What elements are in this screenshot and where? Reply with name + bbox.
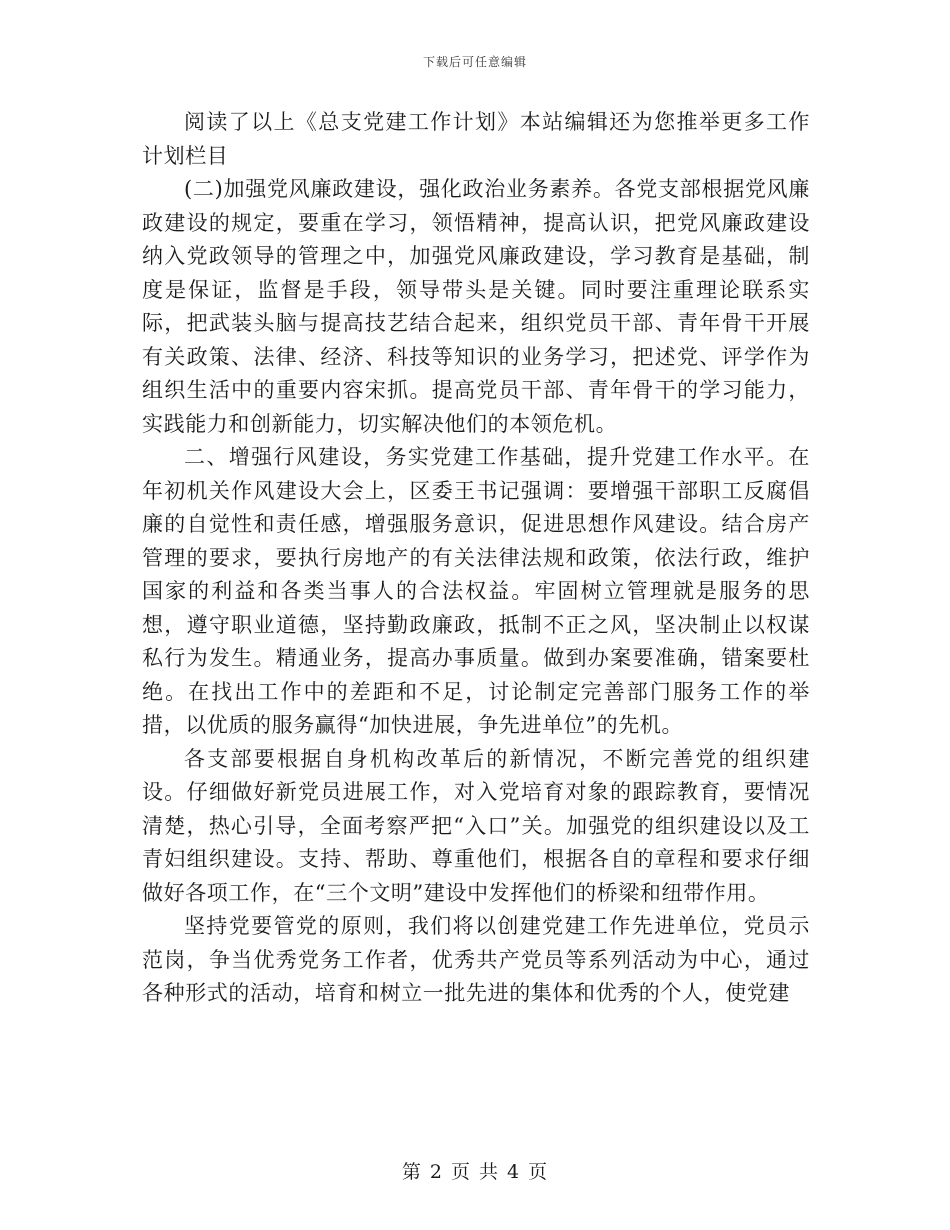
footer-page-word: 页 (450, 1161, 471, 1183)
document-body (142, 106, 810, 1011)
footer-total-pages: 4 (507, 1161, 521, 1183)
footer-total-word: 共 (479, 1161, 500, 1183)
paragraph-4: 各支部要根据自身机构改革后的新情况，不断完善党的组织建设。仔细做好新党员进展工作，对入党培育对象的跟踪教育，要情况清楚，热心引导，全面考察严把“入口”关。加强党的组织建设以及工青妇组织建设。支持、帮助、尊重他们，根据各自的章程和要求仔细做好各项工作，在“三个文明”建设中发挥他们的桥梁和纽带作用。 (142, 746, 810, 905)
paragraph-5: 坚持党要管党的原则，我们将以创建党建工作先进单位，党员示范岗，争当优秀党务工作者，优秀共产党员等系列活动为中心，通过各种形式的活动，培育和树立一批先进的集体和优秀的个人，使党建 (142, 914, 810, 1005)
footer-suffix: 页 (528, 1161, 549, 1183)
footer-prefix: 第 (401, 1161, 422, 1183)
paragraph-2: (二)加强党风廉政建设，强化政治业务素养。各党支部根据党风廉政建设的规定，要重在学习，领悟精神，提高认识，把党风廉政建设纳入党政领导的管理之中，加强党风廉政建设，学习教育是基础，制度是保证，监督是手段，领导带头是关键。同时要注重理论联系实际，把武装头脑与提高技艺结合起来，组织党员干部、青年骨干开展有关政策、法律、经济、科技等知识的业务学习，把述党、评学作为组织生活中的重要内容宋抓。提高党员干部、青年骨干的学习能力，实践能力和创新能力，切实解决他们的本领危机。 (142, 177, 810, 436)
footer-current-page: 2 (429, 1161, 443, 1183)
paragraph-1: 阅读了以上《总支党建工作计划》本站编辑还为您推举更多工作计划栏目 (142, 110, 810, 168)
page-footer (0, 1157, 950, 1184)
paragraph-3: 二、增强行风建设，务实党建工作基础，提升党建工作水平。在年初机关作风建设大会上，区委王书记强调：要增强干部职工反腐倡廉的自觉性和责任感，增强服务意识，促进思想作风建设。结合房产管理的要求，要执行房地产的有关法律法规和政策，依法行政，维护国家的利益和各类当事人的合法权益。牢固树立管理就是服务的思想，遵守职业道德，坚持勤政廉政，抵制不正之风，坚决制止以权谋私行为发生。精通业务，提高办事质量。做到办案要准确，错案要杜绝。在找出工作中的差距和不足，讨论制定完善部门服务工作的举措，以优质的服务赢得“加快进展，争先进单位”的先机。 (142, 445, 810, 737)
page-header: 下载后可任意编辑 (422, 55, 527, 69)
